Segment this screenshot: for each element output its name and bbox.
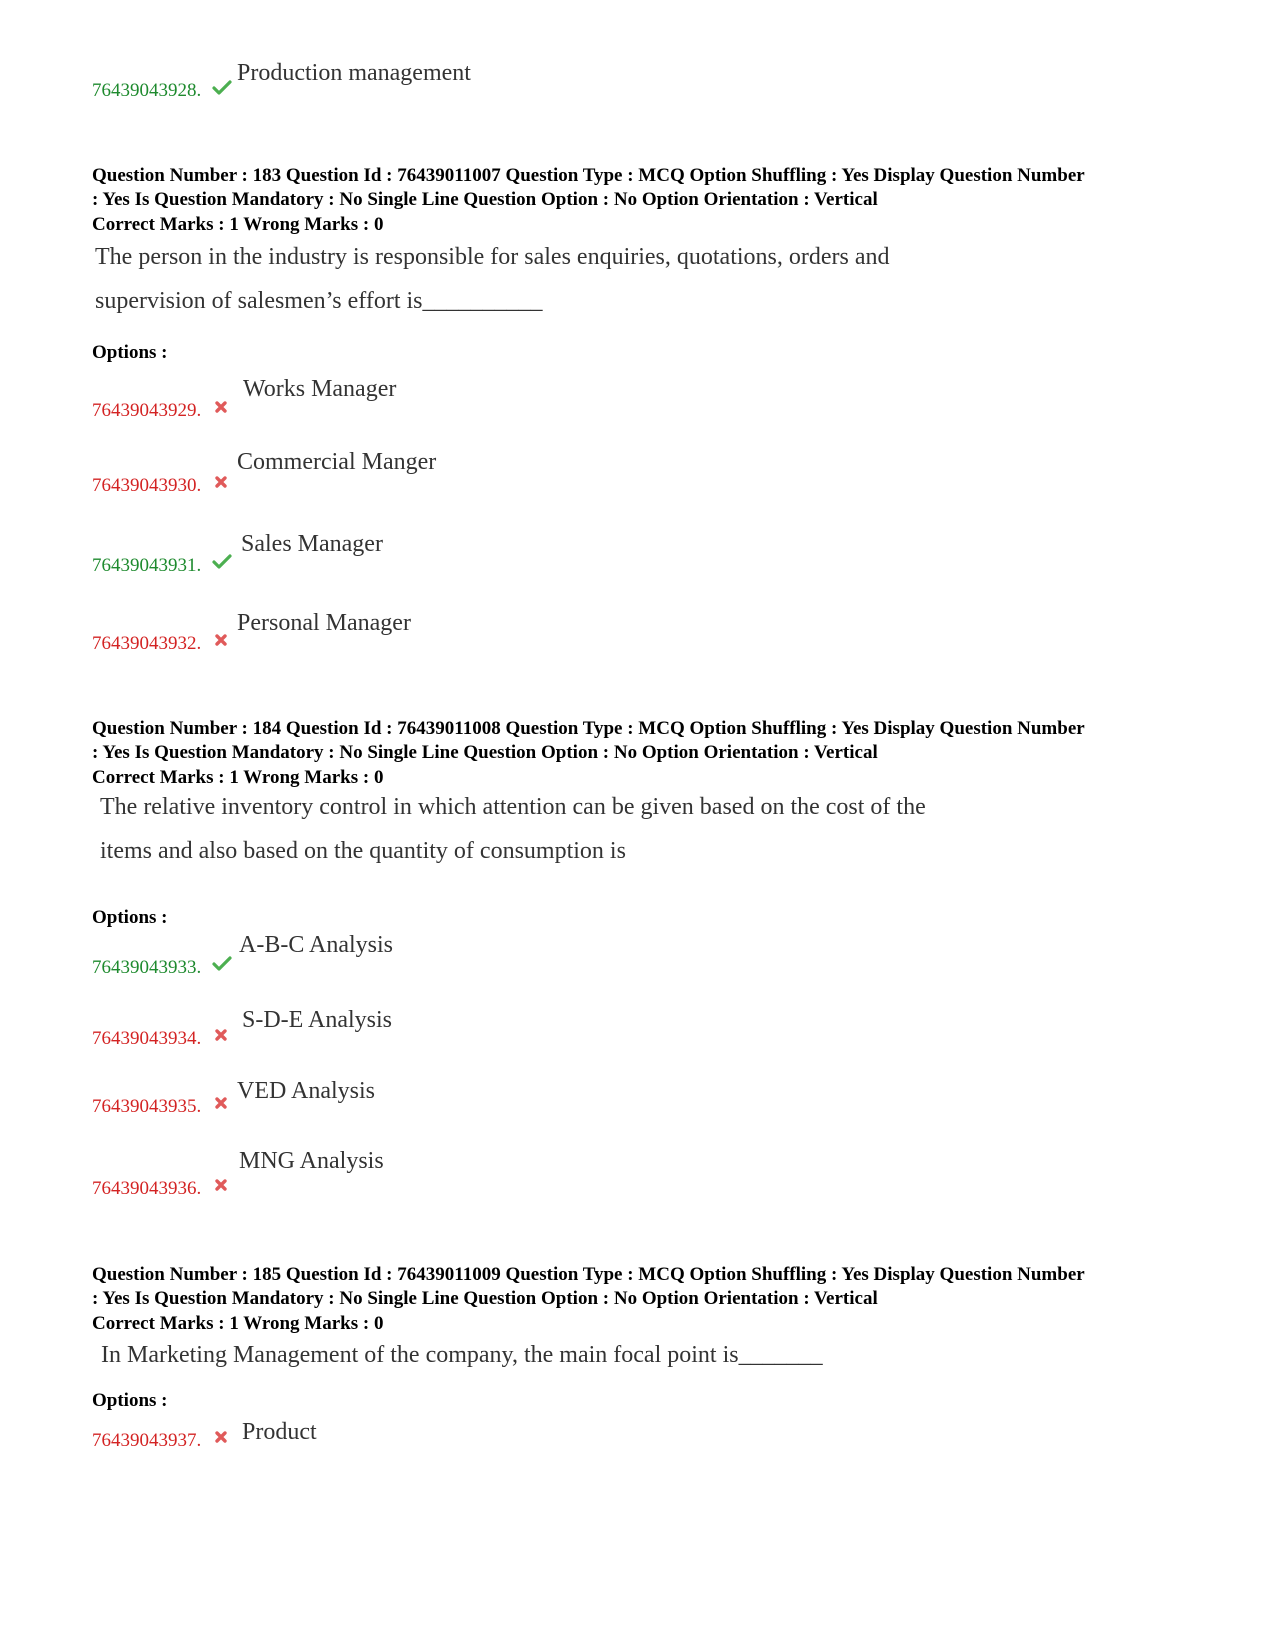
option-text: S-D-E Analysis [242,1007,392,1033]
question-text: The person in the industry is responsible for sales enquiries, quotations, orders and [95,244,890,270]
options-label: Options : [92,1390,168,1411]
cross-icon [214,400,228,414]
option-number: 76439043936. [92,1178,202,1199]
option-text: Production management [237,60,471,86]
option-text: VED Analysis [237,1078,375,1104]
option-text: MNG Analysis [239,1148,384,1174]
cross-icon [214,1178,228,1192]
question-meta: Question Number : 185 Question Id : 76439011009 Question Type : MCQ Option Shuffling : Yes Display Question Number : Yes Is Question Mandatory : No Single Line Question Option : No Option Orientation : Vertical [92,1264,1085,1309]
question-marks: Correct Marks : 1 Wrong Marks : 0 [92,767,384,788]
option-text: Personal Manager [237,610,411,636]
option-number: 76439043931. [92,555,202,576]
cross-icon [214,1028,228,1042]
cross-icon [214,475,228,489]
question-text: In Marketing Management of the company, the main focal point is_______ [101,1342,823,1368]
option-number: 76439043933. [92,957,202,978]
option-text: Works Manager [243,376,397,402]
option-text: A-B-C Analysis [239,932,394,958]
question-marks: Correct Marks : 1 Wrong Marks : 0 [92,214,384,235]
question-meta: Question Number : 183 Question Id : 76439011007 Question Type : MCQ Option Shuffling : Yes Display Question Number : Yes Is Question Mandatory : No Single Line Question Option : No Option Orientation : Vertical [92,165,1085,210]
checkmark-icon [212,80,232,96]
option-number: 76439043928. [92,80,202,101]
option-number: 76439043930. [92,475,202,496]
question-text: The relative inventory control in which attention can be given based on the cost of the [100,794,926,820]
option-text: Sales Manager [241,531,383,557]
option-number: 76439043929. [92,400,202,421]
option-number: 76439043934. [92,1028,202,1049]
question-marks: Correct Marks : 1 Wrong Marks : 0 [92,1313,384,1334]
cross-icon [214,1096,228,1110]
question-text: supervision of salesmen’s effort is__________ [95,288,543,314]
checkmark-icon [212,956,232,972]
question-meta: Question Number : 184 Question Id : 76439011008 Question Type : MCQ Option Shuffling : Yes Display Question Number : Yes Is Question Mandatory : No Single Line Question Option : No Option Orientation : Vertical [92,718,1085,763]
question-text: items and also based on the quantity of consumption is [100,838,626,864]
cross-icon [214,633,228,647]
option-number: 76439043935. [92,1096,202,1117]
cross-icon [214,1430,228,1444]
option-text: Commercial Manger [237,449,437,475]
option-number: 76439043937. [92,1430,202,1451]
checkmark-icon [212,554,232,570]
option-number: 76439043932. [92,633,202,654]
options-label: Options : [92,342,168,363]
options-label: Options : [92,907,168,928]
option-text: Product [242,1419,317,1445]
